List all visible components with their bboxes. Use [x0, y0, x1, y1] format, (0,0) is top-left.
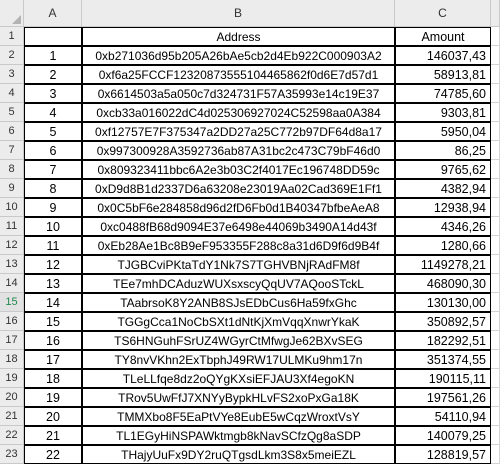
cell-amount[interactable]: 130130,00: [395, 293, 491, 312]
cell-d[interactable]: [491, 312, 500, 331]
cell-index[interactable]: 6: [24, 141, 82, 160]
cell-d[interactable]: [491, 426, 500, 445]
cell-index[interactable]: 17: [24, 350, 82, 369]
column-header-d[interactable]: [491, 0, 500, 27]
cell-index[interactable]: 12: [24, 255, 82, 274]
table-row: [0, 293, 500, 312]
cell-index[interactable]: 4: [24, 103, 82, 122]
cell-d[interactable]: [491, 122, 500, 141]
column-header-b[interactable]: B: [82, 0, 395, 27]
cell-index[interactable]: 11: [24, 236, 82, 255]
column-header-a[interactable]: A: [24, 0, 82, 27]
cell-address[interactable]: 0x809323411bbc6A2e3b03C2f4017Ec196748DD59c: [82, 160, 395, 179]
row-number[interactable]: 3: [0, 65, 24, 84]
row-number[interactable]: 7: [0, 141, 24, 160]
cell-d[interactable]: [491, 236, 500, 255]
cell-d[interactable]: [491, 274, 500, 293]
cell-index[interactable]: 5: [24, 122, 82, 141]
table-row: [0, 236, 500, 255]
table-row: [0, 46, 500, 65]
cell-d[interactable]: [491, 293, 500, 312]
cell-d[interactable]: [491, 369, 500, 388]
cell-address[interactable]: TEe7mhDCAduzWUXsxscyQqUV7AQooSTckL: [82, 274, 395, 293]
cell-amount[interactable]: 5950,04: [395, 122, 491, 141]
cell-amount[interactable]: 12938,94: [395, 198, 491, 217]
table-row: [0, 27, 500, 46]
cell-address[interactable]: 0xc0488fB68d9094E37e6498e44069b3490A14d43f: [82, 217, 395, 236]
cell-index[interactable]: 16: [24, 331, 82, 350]
cell-address[interactable]: 0x6614503a5a050c7d324731F57A35993e14c19E37: [82, 84, 395, 103]
cell-address[interactable]: 0xEb28Ae1Bc8B9eF953355F288c8a31d6D9f6d9B4f: [82, 236, 395, 255]
row-number[interactable]: 1: [0, 27, 24, 46]
row-number[interactable]: 10: [0, 198, 24, 217]
cell-index[interactable]: 13: [24, 274, 82, 293]
cell-address[interactable]: TAabrsoK8Y2ANB8SJsEDbCus6Ha59fxGhc: [82, 293, 395, 312]
cell-index[interactable]: 2: [24, 65, 82, 84]
table-row: [0, 160, 500, 179]
cell-amount[interactable]: 1280,66: [395, 236, 491, 255]
cell-d[interactable]: [491, 179, 500, 198]
row-number[interactable]: 6: [0, 122, 24, 141]
cell-index[interactable]: 21: [24, 426, 82, 445]
row-number[interactable]: 5: [0, 103, 24, 122]
cell-address[interactable]: TRov5UwFfJ7XNYyBypkHLvFS2xoPxGa18K: [82, 388, 395, 407]
cell-address[interactable]: TMMXbo8F5EaPtVYe8EubE5wCqzWroxtVsY: [82, 407, 395, 426]
cell-address[interactable]: 0x997300928A3592736ab87A31bc2c473C79bF46d0: [82, 141, 395, 160]
row-number[interactable]: 2: [0, 46, 24, 65]
cell-index[interactable]: 9: [24, 198, 82, 217]
row-number[interactable]: 14: [0, 274, 24, 293]
cell-index[interactable]: 18: [24, 369, 82, 388]
table-row: [0, 388, 500, 407]
cell-d[interactable]: [491, 445, 500, 464]
cell-amount[interactable]: 9765,62: [395, 160, 491, 179]
cell-amount[interactable]: 468090,30: [395, 274, 491, 293]
cell-d[interactable]: [491, 217, 500, 236]
cell-a1[interactable]: [24, 27, 82, 46]
row-number[interactable]: 20: [0, 388, 24, 407]
cell-d[interactable]: [491, 198, 500, 217]
table-row: [0, 331, 500, 350]
table-row: [0, 255, 500, 274]
cell-amount[interactable]: 140079,25: [395, 426, 491, 445]
row-number[interactable]: 8: [0, 160, 24, 179]
row-number[interactable]: 19: [0, 369, 24, 388]
cell-index[interactable]: 8: [24, 179, 82, 198]
table-row: [0, 84, 500, 103]
table-row: [0, 274, 500, 293]
cell-index[interactable]: 7: [24, 160, 82, 179]
cell-index[interactable]: 22: [24, 445, 82, 464]
table-row: [0, 426, 500, 445]
cell-amount[interactable]: 350892,57: [395, 312, 491, 331]
table-row: [0, 103, 500, 122]
cell-amount[interactable]: 4382,94: [395, 179, 491, 198]
cell-amount[interactable]: 197561,26: [395, 388, 491, 407]
table-row: [0, 407, 500, 426]
cell-address[interactable]: THajyUuFx9DY2ruQTgsdLkm3S8x5meiEZL: [82, 445, 395, 464]
cell-amount[interactable]: 351374,55: [395, 350, 491, 369]
cell-d[interactable]: [491, 331, 500, 350]
cell-d[interactable]: [491, 350, 500, 369]
table-row: [0, 312, 500, 331]
table-row: [0, 179, 500, 198]
cell-index[interactable]: 10: [24, 217, 82, 236]
cell-index[interactable]: 19: [24, 388, 82, 407]
table-row: [0, 217, 500, 236]
cell-index[interactable]: 20: [24, 407, 82, 426]
cell-amount[interactable]: 54110,94: [395, 407, 491, 426]
cell-d[interactable]: [491, 407, 500, 426]
cell-d[interactable]: [491, 255, 500, 274]
column-header-c[interactable]: C: [395, 0, 491, 27]
cell-d[interactable]: [491, 103, 500, 122]
cell-address[interactable]: 0xf6a25FCCF12320873555104465862f0d6E7d57d1: [82, 65, 395, 84]
cell-address[interactable]: 0xcb33a016022dC4d025306927024C52598aa0A384: [82, 103, 395, 122]
cell-amount[interactable]: 86,25: [395, 141, 491, 160]
cell-address[interactable]: TGGgCca1NoCbSXt1dNtKjXmVqqXnwrYkaK: [82, 312, 395, 331]
row-number[interactable]: 22: [0, 426, 24, 445]
cell-address[interactable]: TS6HNGuhFSrUZ4WGyrCtMfwgJe62BXvSEG: [82, 331, 395, 350]
cell-d[interactable]: [491, 141, 500, 160]
cell-index[interactable]: 14: [24, 293, 82, 312]
cell-d[interactable]: [491, 160, 500, 179]
select-all-triangle-icon: [12, 15, 21, 24]
cell-amount[interactable]: 128819,57: [395, 445, 491, 464]
cell-d[interactable]: [491, 388, 500, 407]
row-number[interactable]: 15: [0, 293, 24, 312]
cell-d[interactable]: [491, 46, 500, 65]
cell-amount-header[interactable]: Amount: [395, 27, 491, 46]
cell-amount[interactable]: 74785,60: [395, 84, 491, 103]
table-row: [0, 198, 500, 217]
row-number[interactable]: 17: [0, 331, 24, 350]
cell-address[interactable]: TLeLLfqe8dz2oQYgKXsiEFJAU3Xf4egoKN: [82, 369, 395, 388]
table-row: [0, 65, 500, 84]
cell-index[interactable]: 3: [24, 84, 82, 103]
cell-amount[interactable]: 4346,26: [395, 217, 491, 236]
row-number[interactable]: 18: [0, 350, 24, 369]
cell-address[interactable]: TL1EGyHiNSPAWktmgb8kNavSCfzQg8aSDP: [82, 426, 395, 445]
cell-amount[interactable]: 146037,43: [395, 46, 491, 65]
row-number[interactable]: 21: [0, 407, 24, 426]
row-number[interactable]: 9: [0, 179, 24, 198]
table-row: [0, 350, 500, 369]
row-number[interactable]: 12: [0, 236, 24, 255]
cell-amount[interactable]: 190115,11: [395, 369, 491, 388]
cell-d[interactable]: [491, 27, 500, 46]
cell-index[interactable]: 15: [24, 312, 82, 331]
cell-d[interactable]: [491, 65, 500, 84]
cell-address[interactable]: TY8nvVKhn2ExTbphJ49RW17ULMKu9hm17n: [82, 350, 395, 369]
cell-amount[interactable]: 58913,81: [395, 65, 491, 84]
row-number[interactable]: 11: [0, 217, 24, 236]
cell-address[interactable]: 0xD9d8B1d2337D6a63208e23019Aa02Cad369E1Ff1: [82, 179, 395, 198]
cell-address[interactable]: 0xb271036d95b205A26bAe5cb2d4Eb922C000903A2: [82, 46, 395, 65]
table-row: [0, 445, 500, 464]
row-number[interactable]: 16: [0, 312, 24, 331]
table-row: [0, 369, 500, 388]
cell-amount[interactable]: 9303,81: [395, 103, 491, 122]
cell-d[interactable]: [491, 84, 500, 103]
cell-address-header[interactable]: Address: [82, 27, 395, 46]
cell-address[interactable]: 0x0C5bF6e284858d96d2fD6Fb0d1B40347bfbeAeA8: [82, 198, 395, 217]
table-row: [0, 141, 500, 160]
select-all-corner[interactable]: [0, 0, 24, 27]
cell-amount[interactable]: 1149278,21: [395, 255, 491, 274]
cell-amount[interactable]: 182292,51: [395, 331, 491, 350]
row-number[interactable]: 4: [0, 84, 24, 103]
row-number[interactable]: 13: [0, 255, 24, 274]
table-row: [0, 122, 500, 141]
cell-index[interactable]: 1: [24, 46, 82, 65]
row-number[interactable]: 23: [0, 445, 24, 464]
cell-address[interactable]: TJGBCviPKtaTdY1Nk7S7TGHVBNjRAdFM8f: [82, 255, 395, 274]
cell-address[interactable]: 0xf12757E7F375347a2DD27a25C772b97DF64d8a17: [82, 122, 395, 141]
